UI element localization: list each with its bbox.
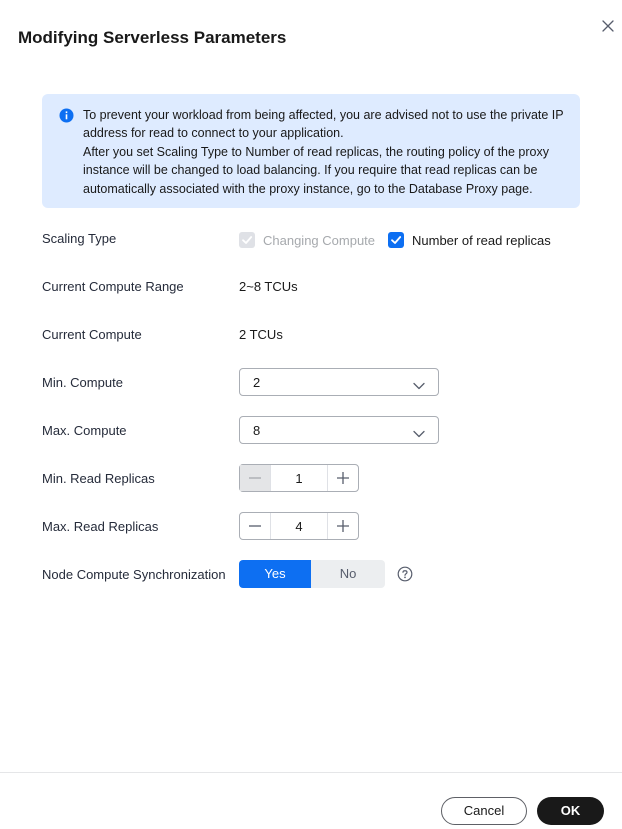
- changing-compute-label: Changing Compute: [263, 233, 376, 248]
- read-replicas-label[interactable]: Number of read replicas: [412, 233, 551, 248]
- min-compute-value: 2: [253, 375, 261, 390]
- notice-banner: [42, 94, 580, 208]
- min-read-replicas-stepper: [239, 464, 359, 492]
- footer-divider: [0, 772, 622, 773]
- notice-text-line: instance will be changed to load balancing. If you require that read replicas can be: [83, 163, 538, 178]
- decrement-button[interactable]: [240, 513, 271, 539]
- current-compute-value: 2 TCUs: [239, 327, 283, 342]
- increment-button[interactable]: [327, 465, 358, 491]
- min-compute-select[interactable]: [239, 368, 439, 396]
- dialog-title: Modifying Serverless Parameters: [18, 28, 287, 47]
- info-icon: [59, 108, 74, 123]
- max-read-replicas-label: Max. Read Replicas: [42, 519, 159, 534]
- notice-text-line: To prevent your workload from being affected, you are advised not to use the private IP: [83, 108, 564, 122]
- chevron-down-icon: [413, 426, 425, 441]
- chevron-down-icon: [413, 378, 425, 393]
- max-compute-value: 8: [253, 423, 261, 438]
- max-read-replicas-stepper: [239, 512, 359, 540]
- node-sync-yes-button[interactable]: Yes: [239, 560, 311, 588]
- max-read-replicas-value[interactable]: 4: [295, 519, 303, 534]
- ok-button[interactable]: OK: [537, 797, 604, 825]
- help-icon[interactable]: [397, 566, 413, 582]
- min-read-replicas-label: Min. Read Replicas: [42, 471, 155, 486]
- current-compute-range-label: Current Compute Range: [42, 279, 184, 294]
- node-sync-label: Node Compute Synchronization: [42, 567, 226, 582]
- max-compute-label: Max. Compute: [42, 423, 127, 438]
- current-compute-range-value: 2~8 TCUs: [239, 279, 298, 294]
- notice-text-line: address for read to connect to your application.: [83, 126, 344, 141]
- current-compute-label: Current Compute: [42, 327, 142, 342]
- read-replicas-checkbox[interactable]: [388, 232, 404, 248]
- min-read-replicas-value[interactable]: 1: [295, 471, 303, 486]
- close-icon[interactable]: [598, 16, 618, 36]
- notice-text-line: automatically associated with the proxy instance, go to the Database Proxy page.: [83, 181, 533, 196]
- cancel-button[interactable]: Cancel: [441, 797, 527, 825]
- min-compute-label: Min. Compute: [42, 375, 123, 390]
- changing-compute-checkbox: [239, 232, 255, 248]
- scaling-type-label: Scaling Type: [42, 231, 117, 246]
- increment-button[interactable]: [327, 513, 358, 539]
- max-compute-select[interactable]: [239, 416, 439, 444]
- decrement-button[interactable]: [240, 465, 271, 491]
- notice-text-line: After you set Scaling Type to Number of read replicas, the routing policy of the proxy: [83, 144, 549, 159]
- node-sync-no-button[interactable]: No: [311, 560, 385, 588]
